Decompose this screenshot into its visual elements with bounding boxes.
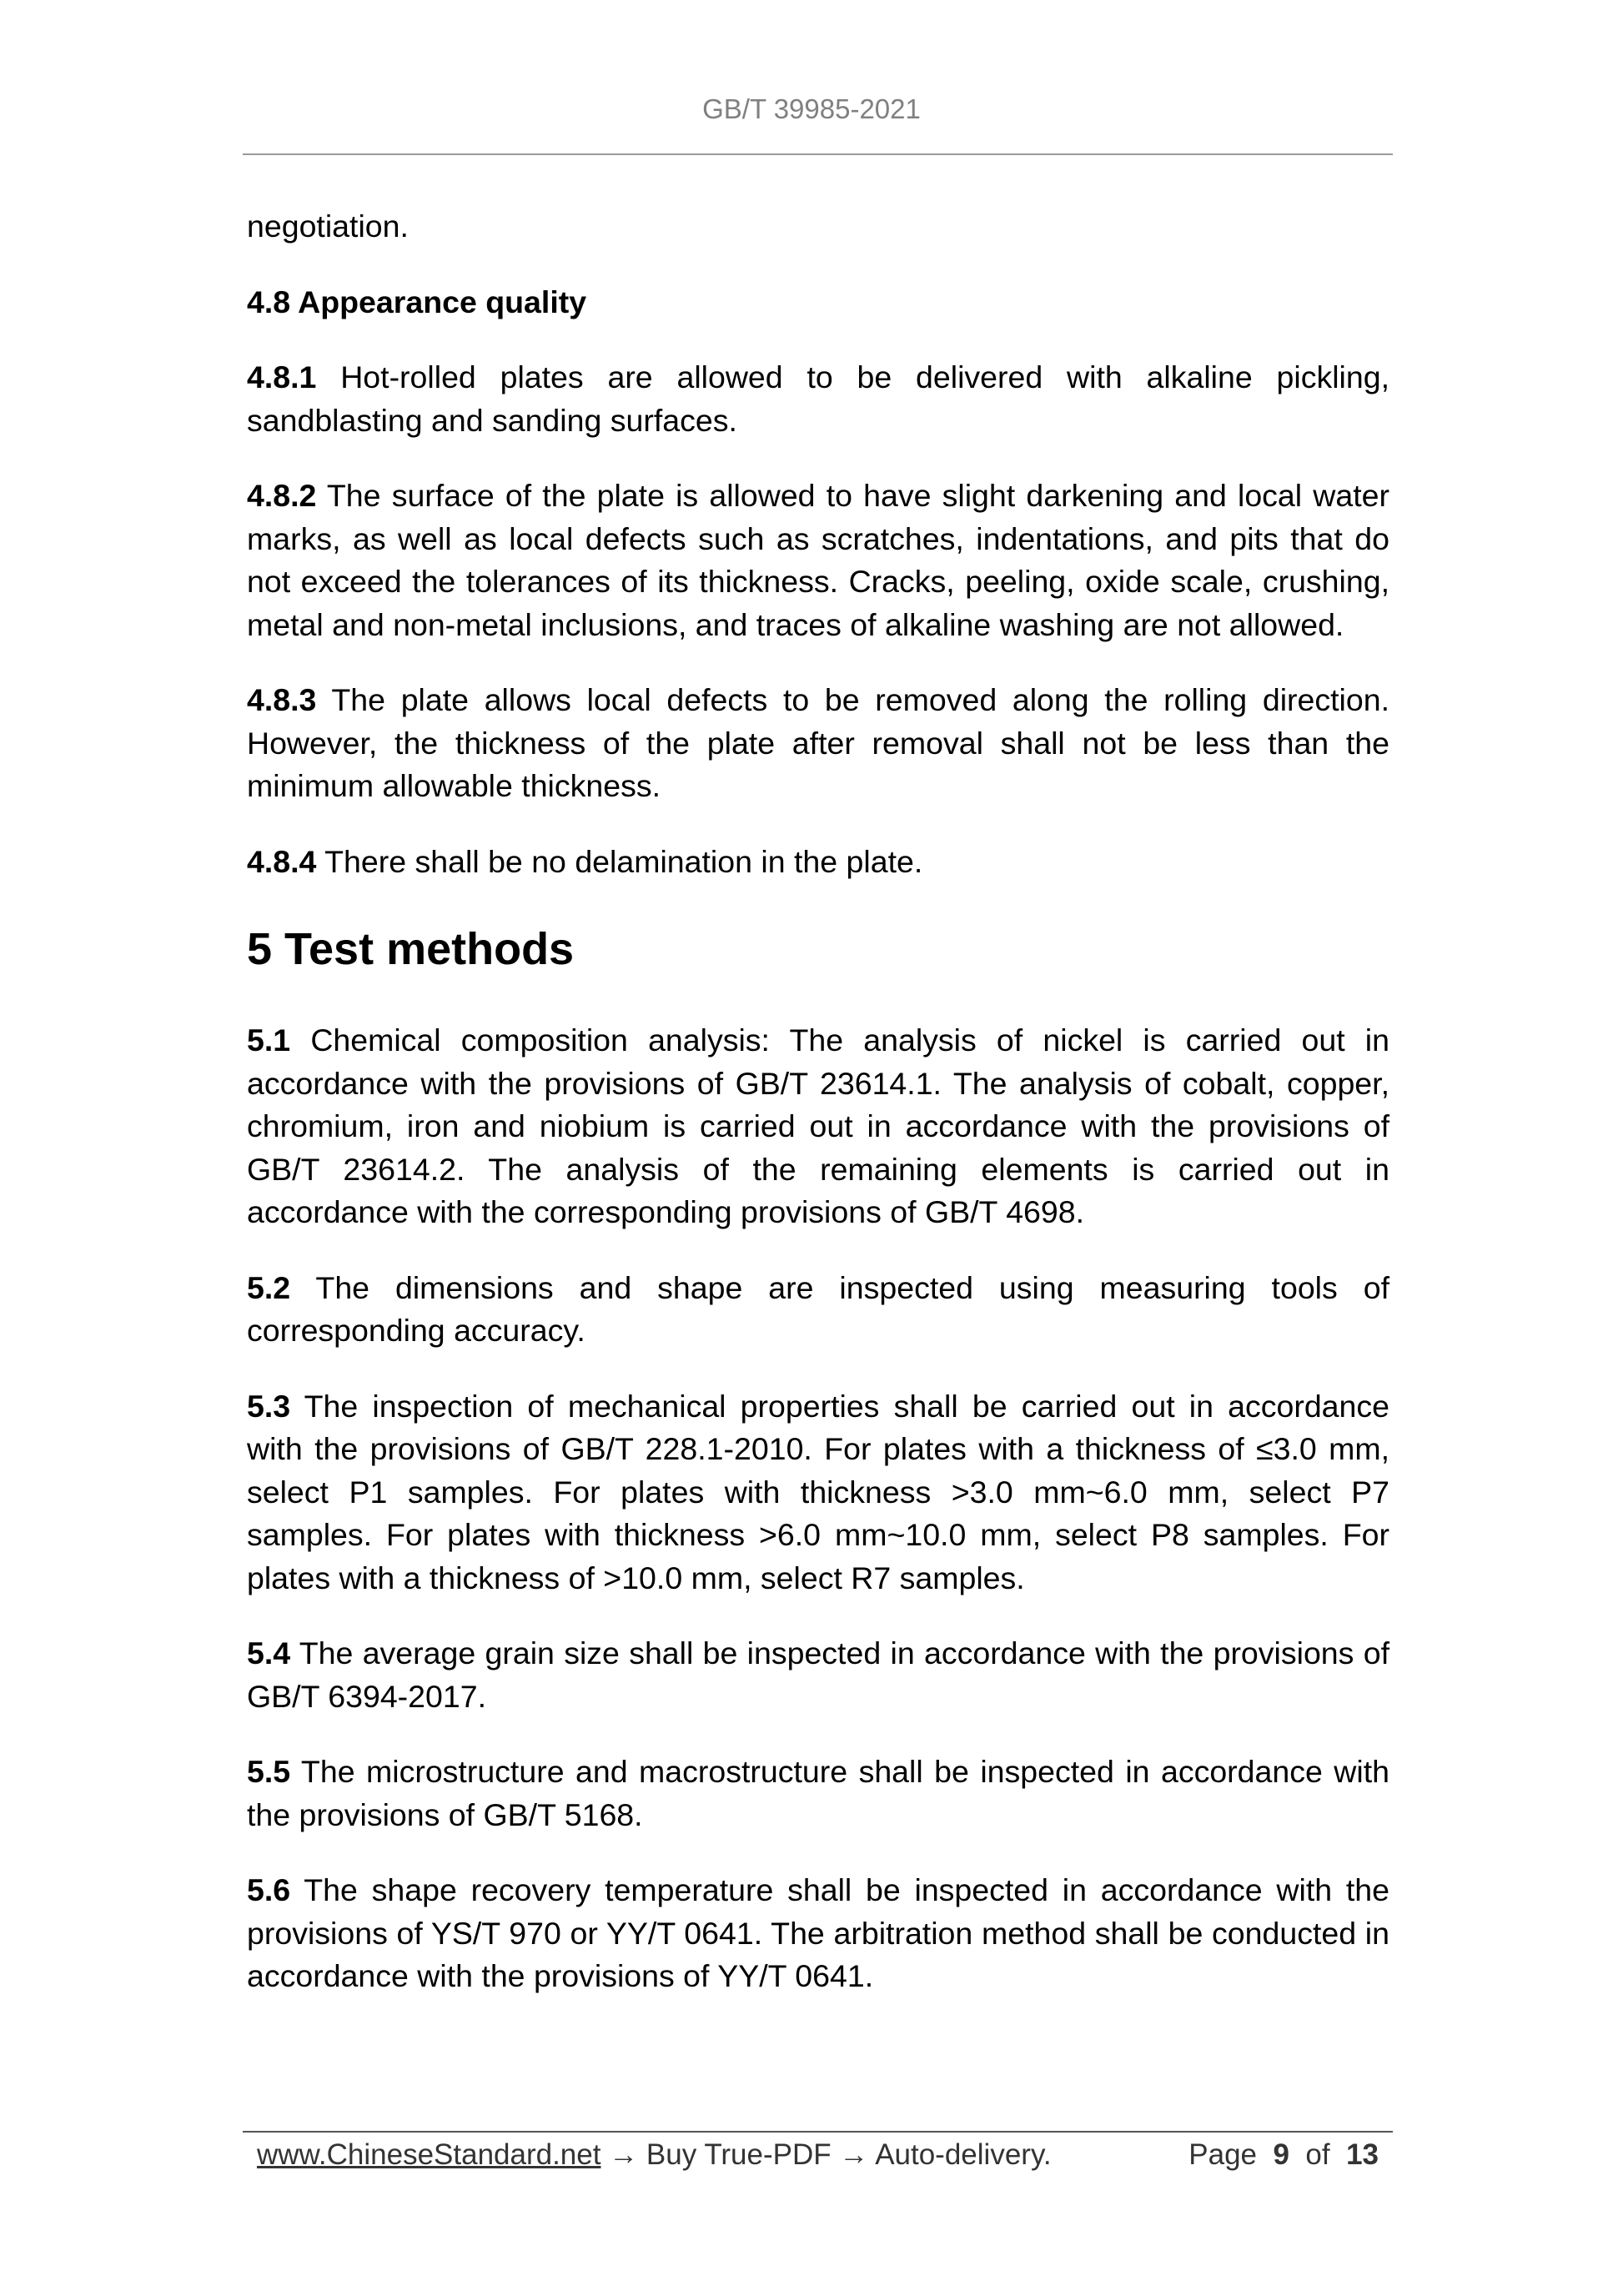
clause-text: The surface of the plate is allowed to have slight darkening and local water marks, as well as local defects such as scratches, indentations, and pits that do not exceed the tolerances of its thickness. Cracks, peeling, oxide scale, crushing, metal and non-metal inclusions, and traces of alkaline washing are not allowed.	[247, 478, 1389, 642]
clause-number: 5.5	[247, 1754, 291, 1789]
running-header	[0, 93, 1623, 125]
clause-text: Chemical composition analysis: The analysis of nickel is carried out in accordance with the provisions of GB/T 23614.1. The analysis of cobalt, copper, chromium, iron and niobium is carried out in accordance with the provisions of GB/T 23614.2. The analysis of the remaining elements is carried out in accordance with the corresponding provisions of GB/T 4698.	[247, 1022, 1389, 1229]
delivery-text: Auto-delivery.	[875, 2138, 1052, 2171]
clause-number: 5.6	[247, 1872, 291, 1907]
section-title-5: 5 Test methods	[247, 924, 575, 974]
page-indicator	[1188, 2136, 1379, 2174]
intro-fragment: negotiation.	[247, 208, 409, 244]
clause-number: 4.8.2	[247, 478, 317, 513]
arrow-icon: →	[600, 2138, 646, 2171]
arrow-icon: →	[831, 2138, 876, 2171]
document-id: GB/T 39985-2021	[702, 93, 921, 124]
clause-4-8-3	[247, 679, 1389, 808]
clause-4-8-4	[247, 841, 1389, 884]
clause-number: 5.3	[247, 1388, 291, 1424]
clause-number: 4.8.4	[247, 843, 317, 879]
clause-4-8-1	[247, 356, 1389, 442]
clause-text: The inspection of mechanical properties shall be carried out in accordance with the provisions of GB/T 228.1-2010. For plates with a thickness of ≤3.0 mm, select P1 samples. For plates with thickness >3.0 mm~6.0 mm, select P7 samples. For plates with thickness >6.0 mm~10.0 mm, select P8 samples. For plates with a thickness of >10.0 mm, select R7 samples.	[247, 1388, 1389, 1595]
footer-divider	[243, 2131, 1393, 2133]
clause-number: 4.8.1	[247, 359, 317, 394]
clause-text: The average grain size shall be inspected in accordance with the provisions of GB/T 6394-2017.	[247, 1635, 1389, 1714]
clause-text: The microstructure and macrostructure shall be inspected in accordance with the provisions of GB/T 5168.	[247, 1754, 1389, 1832]
buy-text: Buy True-PDF	[646, 2138, 832, 2171]
page-total: 13	[1346, 2138, 1379, 2171]
clause-text: There shall be no delamination in the plate.	[316, 843, 923, 879]
header-divider	[243, 153, 1393, 155]
page-content	[247, 205, 1389, 2031]
page-number: 9	[1273, 2138, 1289, 2171]
clause-5-2	[247, 1267, 1389, 1353]
clause-number: 5.2	[247, 1269, 291, 1305]
clause-5-1	[247, 1019, 1389, 1234]
clause-number: 5.4	[247, 1635, 291, 1671]
footer-promo	[257, 2136, 1052, 2174]
clause-5-5	[247, 1751, 1389, 1836]
clause-4-8-2	[247, 475, 1389, 646]
clause-text: The plate allows local defects to be removed along the rolling direction. However, the thickness of the plate after removal shall not be less than the minimum allowable thickness.	[247, 682, 1389, 803]
subsection-title-4-8: 4.8 Appearance quality	[247, 284, 587, 319]
clause-text: The shape recovery temperature shall be inspected in accordance with the provisions of YS/T 970 or YY/T 0641. The arbitration method shall be conducted in accordance with the provisions of YY/T 0641.	[247, 1872, 1389, 1993]
clause-number: 5.1	[247, 1022, 291, 1058]
clause-5-6	[247, 1869, 1389, 1998]
page-label: Page	[1188, 2138, 1258, 2171]
clause-text: The dimensions and shape are inspected using measuring tools of corresponding accuracy.	[247, 1269, 1389, 1348]
of-label: of	[1305, 2138, 1330, 2171]
clause-number: 4.8.3	[247, 682, 317, 717]
clause-text: Hot-rolled plates are allowed to be delivered with alkaline pickling, sandblasting and sanding surfaces.	[247, 359, 1389, 438]
site-link[interactable]: www.ChineseStandard.net	[257, 2138, 601, 2171]
clause-5-4	[247, 1632, 1389, 1718]
clause-5-3	[247, 1385, 1389, 1600]
